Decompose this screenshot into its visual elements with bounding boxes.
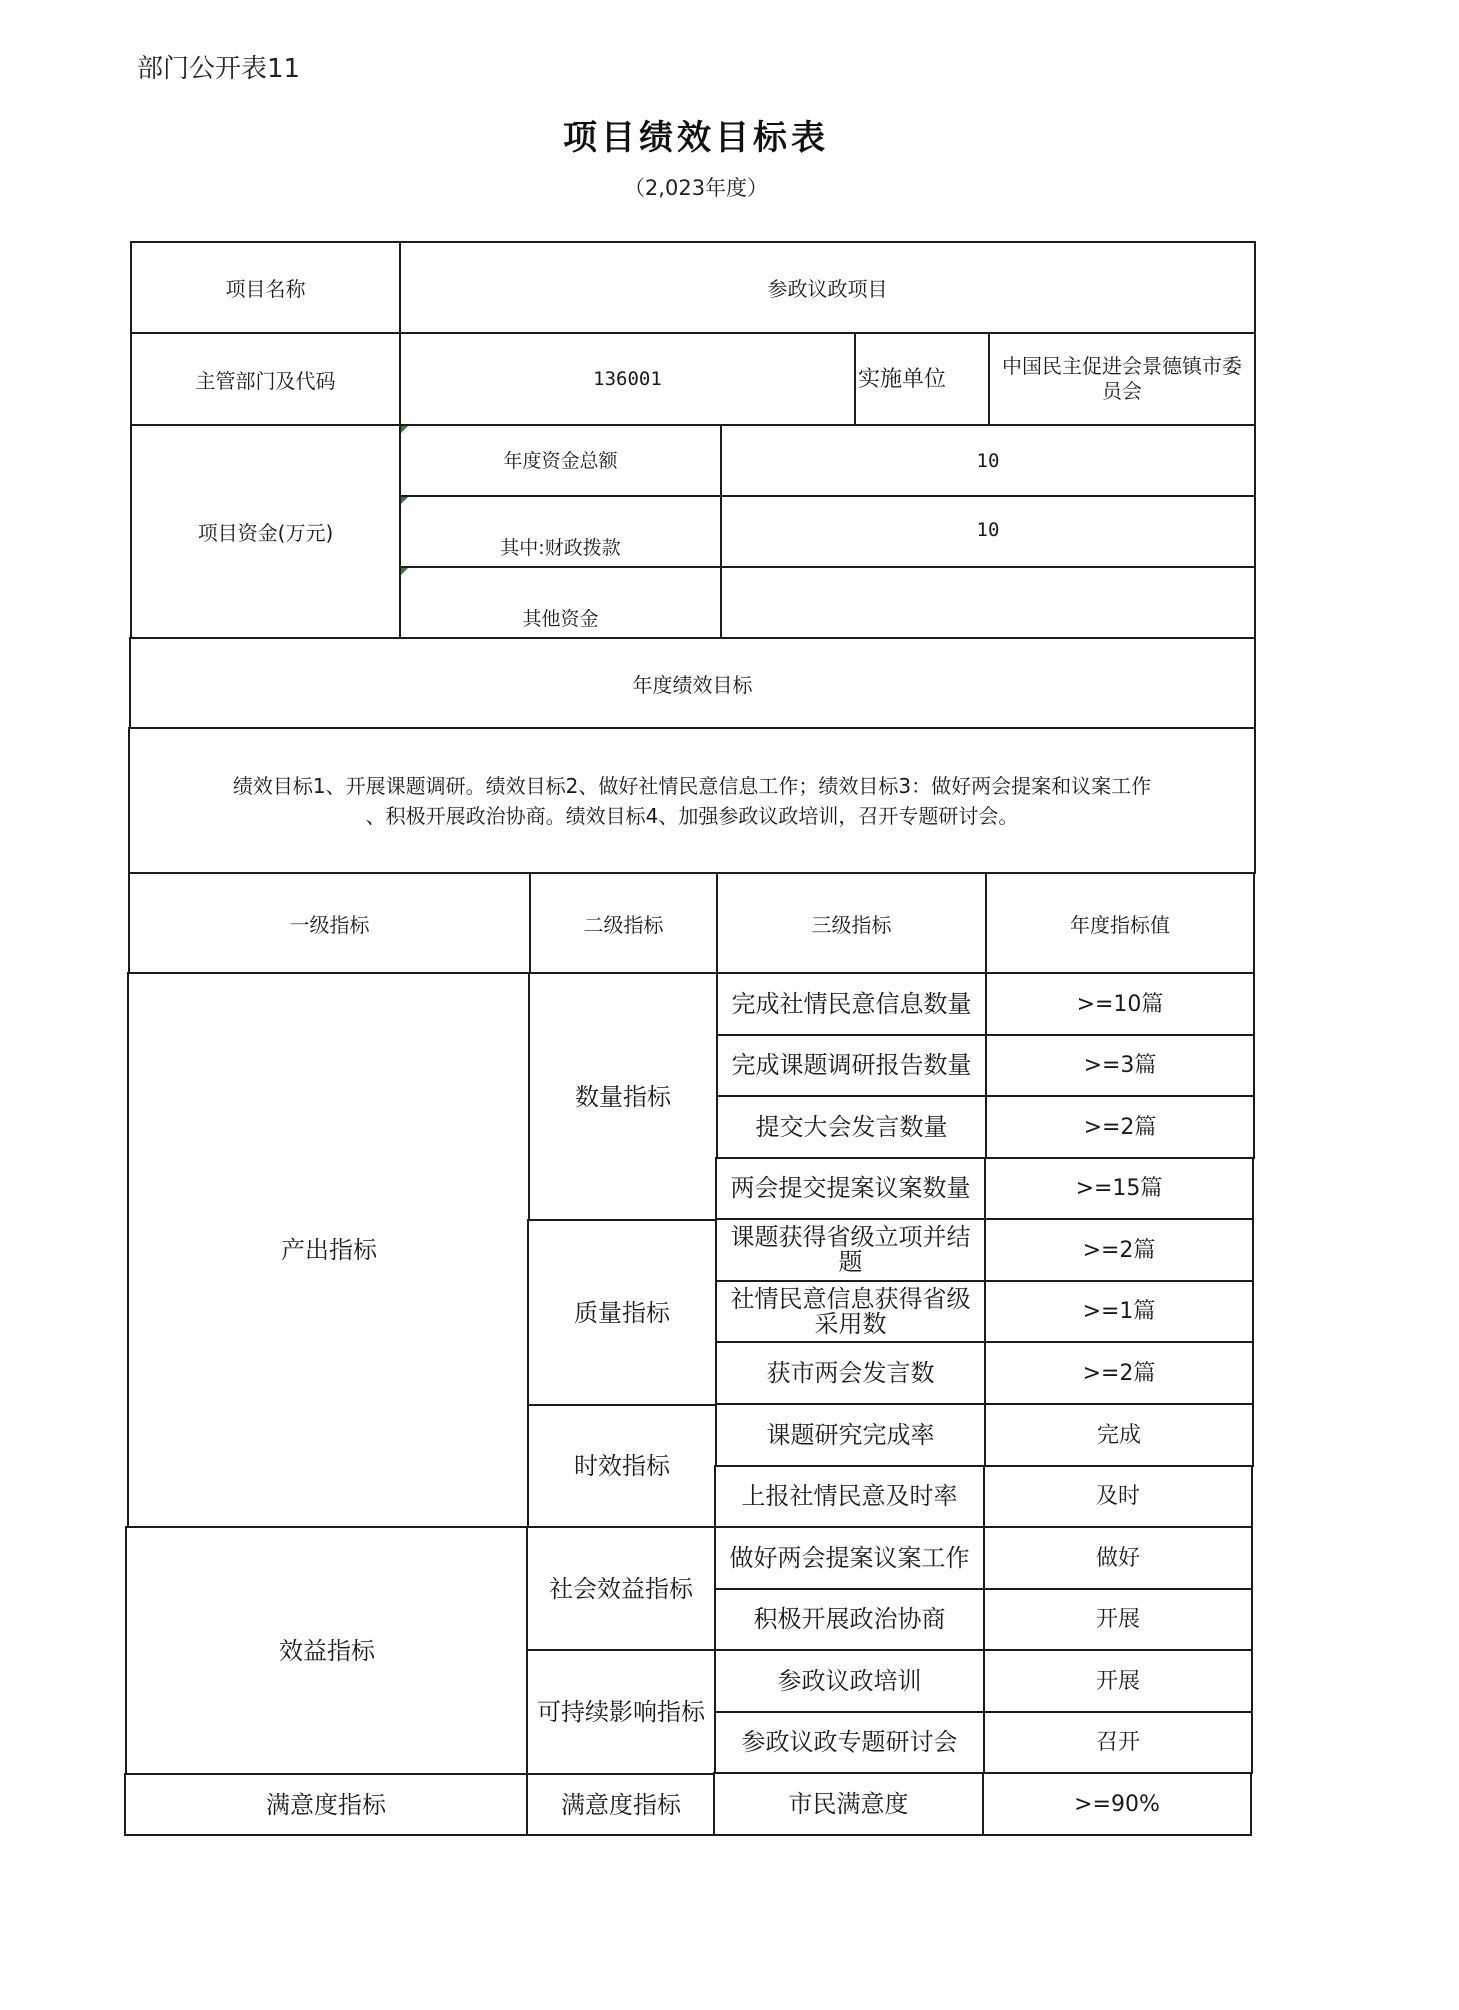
level2-social-benefit-label: 社会效益指标 [549,1574,693,1603]
indicator-name-cell [715,1280,986,1343]
indicator-name-cell [714,1588,985,1651]
fund-other-label: 其他资金 [522,608,599,630]
indicator-name: 课题获得省级立项并结题 [730,1223,971,1276]
indicator-value-cell [984,1218,1254,1282]
indicator-value: >=1篇 [1082,1299,1156,1324]
level2-satisfaction [526,1773,716,1836]
level2-timeliness-label: 时效指标 [574,1452,670,1480]
fund-total-value-cell [720,424,1256,497]
cell-corner-mark [401,568,408,575]
indicator-name-cell [714,1711,985,1774]
impl-value: 中国民主促进会景德镇市委员会 [1002,354,1242,403]
dept-code-cell [399,332,856,426]
indicator-name: 完成课题调研报告数量 [731,1051,972,1079]
funds-label: 项目资金(万元) [197,521,334,545]
header-level2-label: 二级指标 [583,912,664,937]
indicator-name: 参政议政培训 [777,1666,922,1695]
page-title: 项目绩效目标表 [563,118,829,158]
indicator-name-cell [714,1526,985,1590]
project-name-value-cell [399,241,1256,334]
dept-label-cell [130,332,401,426]
level2-sustainable-impact [526,1649,716,1775]
annual-goal-label: 年度绩效目标 [632,672,753,697]
indicator-value: 开展 [1095,1668,1140,1694]
indicator-name-cell [715,1157,986,1220]
indicator-value-cell [983,1526,1253,1590]
level1-output-label: 产出指标 [281,1236,377,1264]
indicator-name-cell [715,1341,986,1405]
level2-quantity [528,972,718,1221]
fiscal-year-subtitle: （2,023年度） [623,176,769,200]
level2-timeliness [527,1404,717,1528]
dept-code: 136001 [593,368,662,390]
indicator-name: 上报社情民意及时率 [741,1482,958,1510]
indicator-value-cell [983,1711,1253,1774]
header-annual-value [985,872,1255,974]
indicator-name-cell [714,1649,985,1713]
header-level3-label: 三级指标 [811,912,892,937]
indicator-name: 课题研究完成率 [766,1420,935,1449]
fund-total-label-cell [399,424,722,497]
indicator-name-cell [716,972,987,1036]
annual-goal-line-2: 、积极开展政治协商。绩效目标4、加强参政议政培训，召开专题研讨会。 [365,803,1019,828]
annual-goal-text-cell [128,727,1256,874]
level2-sustainable-impact-label: 可持续影响指标 [537,1698,705,1726]
indicator-value-cell [985,1034,1255,1097]
level1-satisfaction-label: 满意度指标 [266,1790,386,1819]
level2-social-benefit [526,1526,716,1651]
level2-quantity-label: 数量指标 [575,1082,671,1111]
impl-label: 实施单位 [858,366,947,392]
indicator-value-cell [984,1403,1254,1467]
indicator-value: 及时 [1095,1484,1140,1509]
indicator-name-cell [714,1465,985,1528]
indicator-value: >=10篇 [1076,991,1164,1017]
indicator-name-cell [716,1034,987,1097]
indicator-value-cell [984,1280,1254,1343]
project-name-value: 参政议政项目 [767,277,888,301]
project-name-label-cell [130,241,401,334]
fund-total-value: 10 [976,449,1000,472]
indicator-value-cell [985,972,1255,1036]
indicator-value: >=2篇 [1083,1114,1157,1140]
impl-value-cell [988,332,1256,426]
cell-corner-mark [401,426,408,433]
indicator-name: 完成社情民意信息数量 [731,989,972,1018]
header-annual-value-label: 年度指标值 [1070,912,1170,937]
indicator-value: 开展 [1095,1607,1140,1632]
indicator-name: 做好两会提案议案工作 [729,1543,970,1572]
level1-satisfaction [124,1773,528,1836]
cell-corner-mark [401,497,408,504]
annual-goal-label-cell [129,637,1256,729]
level2-quality-label: 质量指标 [574,1298,670,1327]
indicator-value-cell [984,1341,1254,1405]
indicator-value: >=90% [1074,1791,1160,1817]
indicator-value: >=15篇 [1075,1176,1163,1201]
indicator-name-cell [715,1403,986,1467]
impl-label-cell [854,332,990,426]
level1-output [127,972,531,1528]
dept-label: 主管部门及代码 [195,368,336,393]
header-level3 [716,872,987,974]
indicator-value: >=2篇 [1082,1360,1156,1386]
indicator-name-cell [716,1095,987,1159]
header-level1-label: 一级指标 [289,912,370,937]
annual-goal-line-1: 绩效目标1、开展课题调研。绩效目标2、做好社情民意信息工作；绩效目标3：做好两会提案和议案工作 [232,773,1152,798]
indicator-value: 做好 [1095,1545,1140,1571]
indicator-value-cell [982,1772,1252,1836]
fund-fiscal-label-cell [399,495,722,568]
indicator-value: 召开 [1095,1730,1140,1755]
indicator-value: >=2篇 [1082,1237,1156,1263]
fund-other-label-cell [399,566,722,639]
header-level1 [128,872,531,974]
level2-quality [527,1219,717,1406]
indicator-name: 获市两会发言数 [766,1358,935,1387]
funds-label-cell [130,424,401,639]
indicator-name-cell [713,1772,984,1836]
indicator-name: 社情民意信息获得省级采用数 [730,1284,971,1338]
indicator-value-cell [985,1095,1255,1159]
indicator-value-cell [983,1465,1253,1528]
fund-fiscal-value: 10 [976,519,1000,541]
document-number-label: 部门公开表11 [137,54,301,84]
indicator-value: >=3篇 [1083,1053,1157,1078]
indicator-name: 参政议政专题研讨会 [741,1728,958,1756]
indicator-name: 提交大会发言数量 [755,1112,948,1141]
fund-other-value-cell [720,566,1256,639]
indicator-name: 市民满意度 [788,1789,909,1818]
header-level2 [529,872,718,974]
fund-fiscal-value-cell [720,495,1256,568]
indicator-name: 积极开展政治协商 [753,1605,946,1633]
level2-satisfaction-label: 满意度指标 [561,1790,681,1819]
fund-fiscal-label: 其中:财政拨款 [500,537,621,559]
indicator-name-cell [715,1218,986,1282]
level1-benefit [125,1526,529,1775]
indicator-name: 两会提交提案议案数量 [730,1174,971,1202]
indicator-value: 完成 [1096,1422,1141,1448]
indicator-value-cell [983,1588,1253,1651]
indicator-value-cell [983,1649,1253,1713]
level1-benefit-label: 效益指标 [279,1636,375,1665]
fund-total-label: 年度资金总额 [503,450,618,472]
indicator-value-cell [984,1157,1254,1220]
project-name-label: 项目名称 [225,277,306,301]
